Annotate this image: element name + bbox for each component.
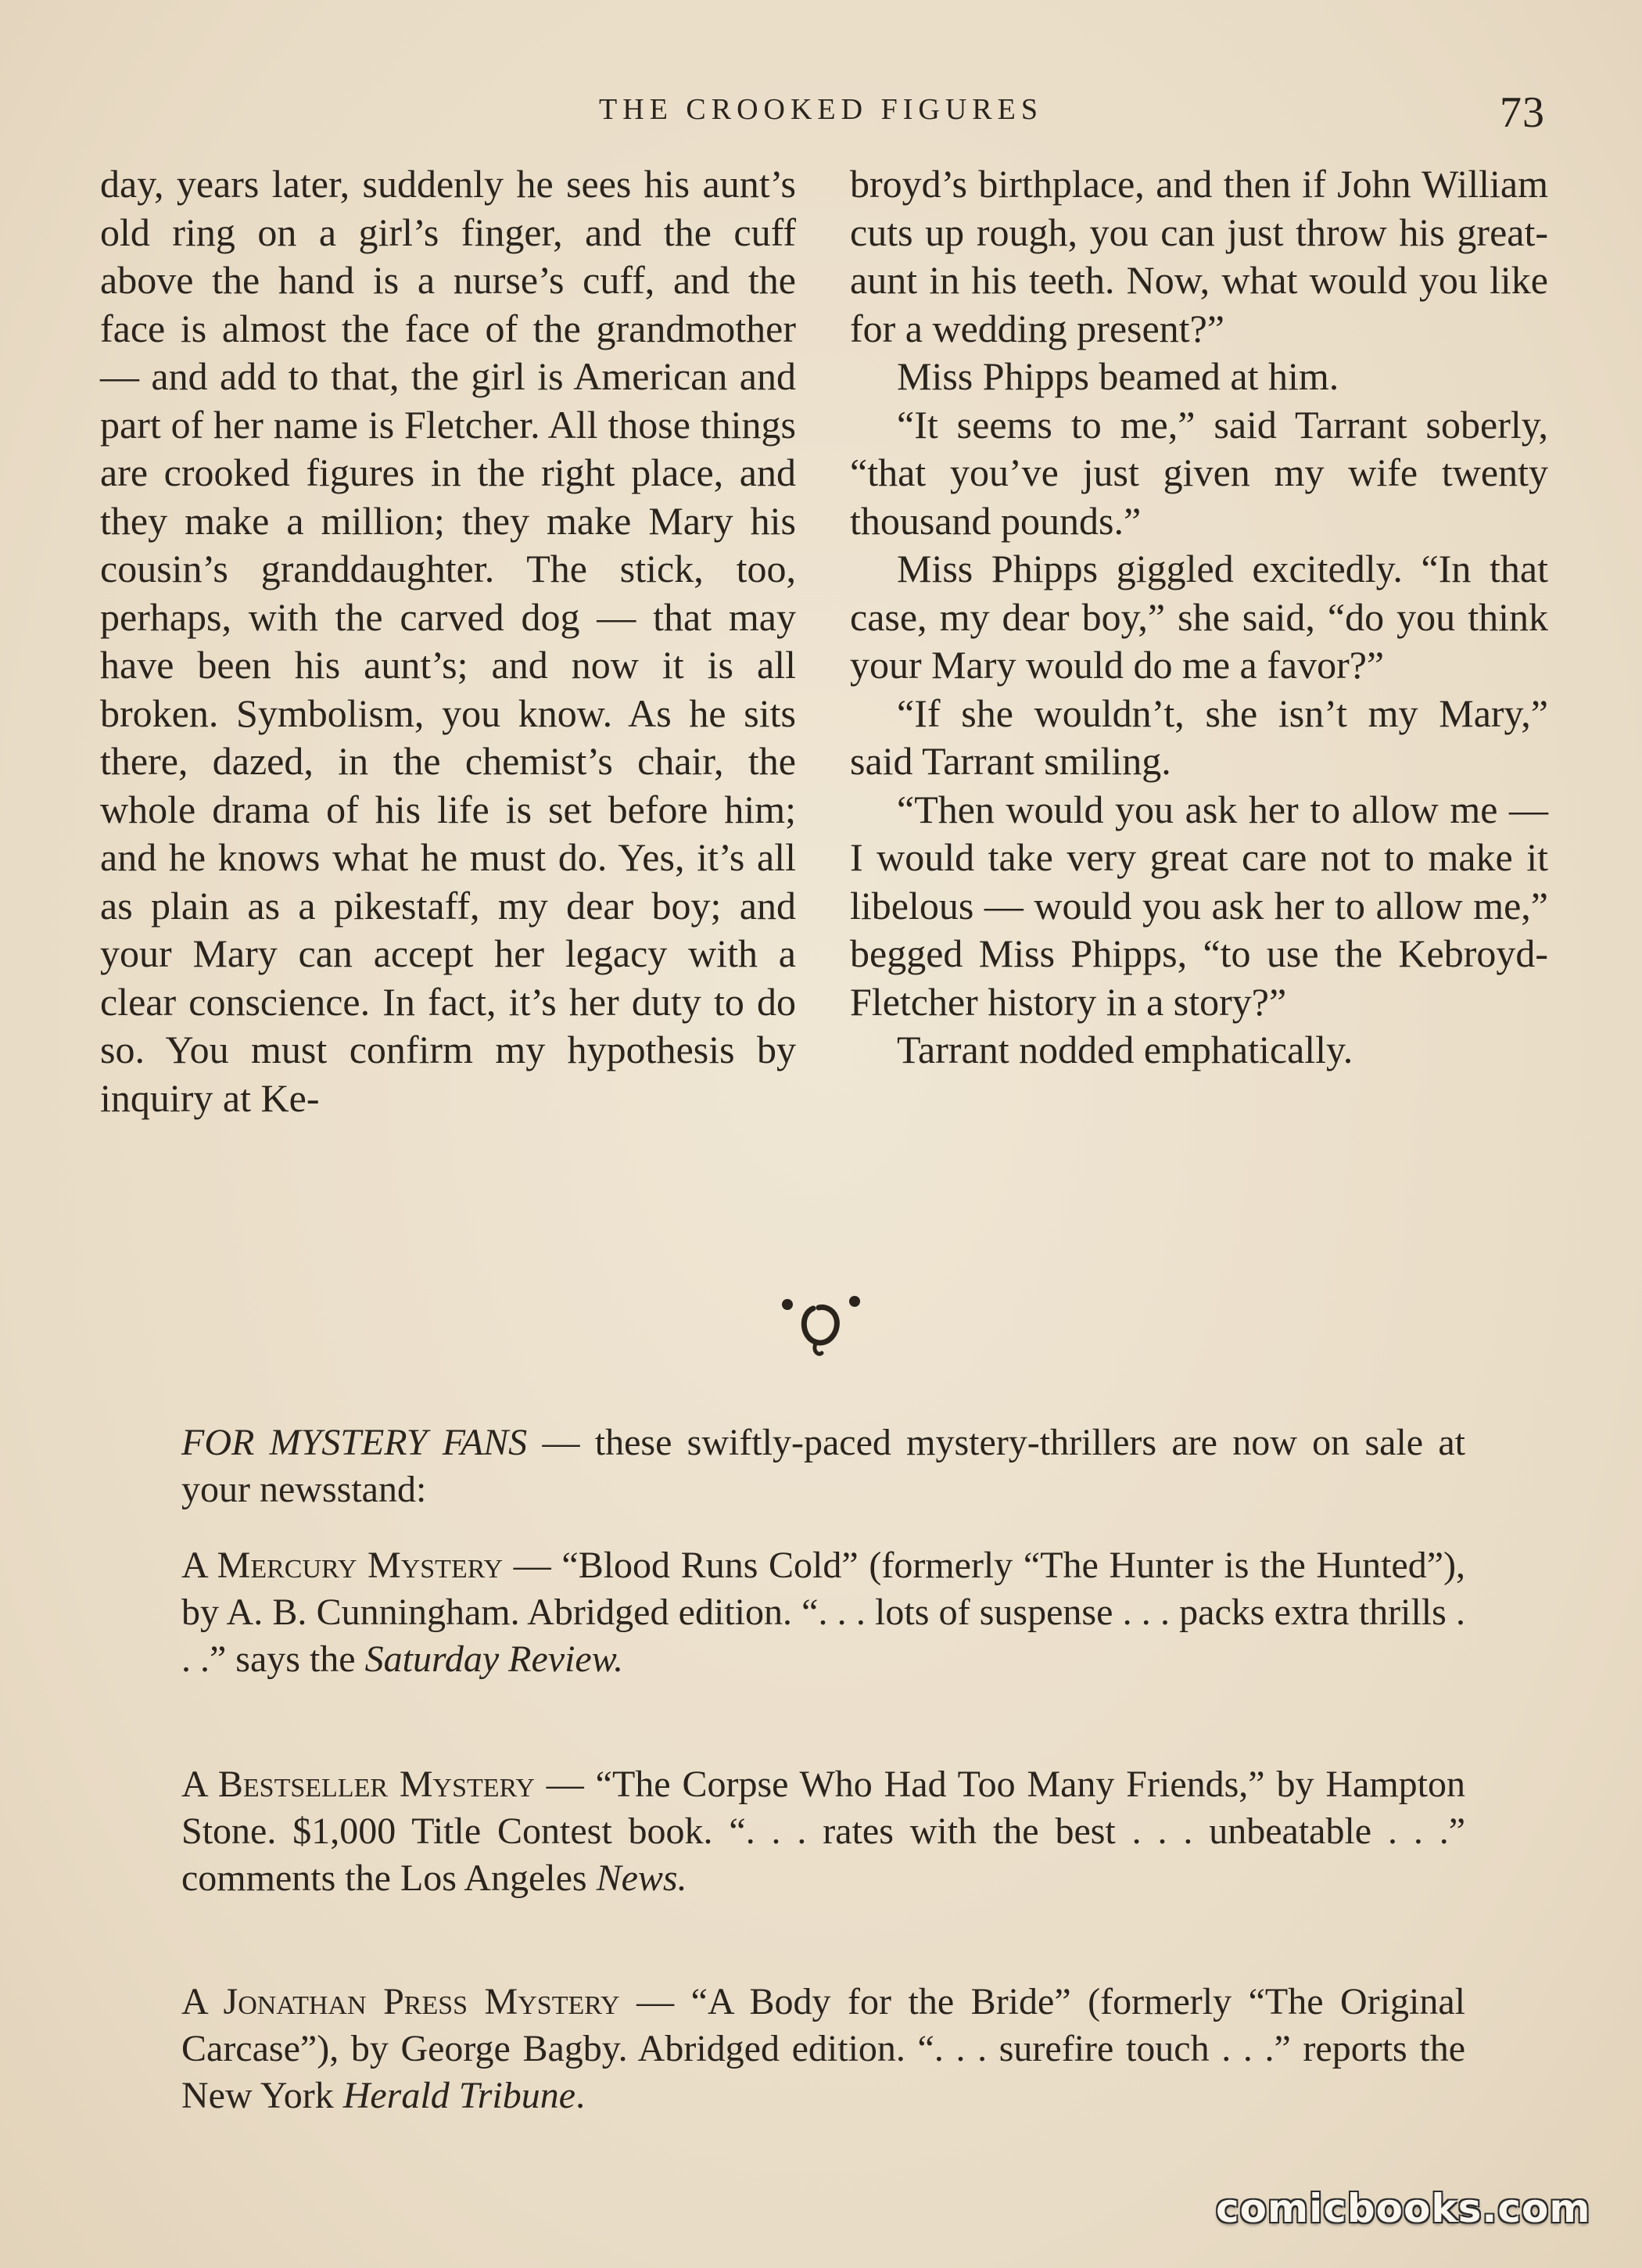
promo-item-jonathan-press bbox=[181, 1979, 1465, 2119]
right-paragraph-1: broyd’s birthplace, and then if John William cuts up rough, you can just throw his great-aunt in his teeth. Now, what would you like for a wedding present?” bbox=[850, 162, 1548, 350]
promo-text: — “A Body for the Bride” (formerly “The Original Carcase”), by George Bagby. Abridged edition. “. . . surefire touch . . .” reports the New York bbox=[181, 1981, 1465, 2116]
running-head: THE CROOKED FIGURES bbox=[599, 93, 1043, 126]
promo-intro-text: — these swiftly-paced mystery-thrillers are now on sale at your newsstand: bbox=[181, 1422, 1465, 1510]
right-column bbox=[850, 160, 1548, 1075]
right-paragraph-6: “Then would you ask her to allow me — I would take very great care not to make it libelous — would you ask her to allow me,” begged Miss Phipps, “to use the Kebroyd-Fletcher history in a story?” bbox=[850, 787, 1548, 1024]
promo-imprint: A Mercury Mystery bbox=[181, 1545, 504, 1586]
promo-intro bbox=[181, 1419, 1465, 1513]
page-number: 73 bbox=[1500, 88, 1545, 137]
right-paragraph-2: Miss Phipps beamed at him. bbox=[897, 354, 1339, 398]
left-paragraph-1: day, years later, suddenly he sees his aunt’s old ring on a girl’s finger, and the cuff above the hand is a nurse’s cuff, and the face is almost the face of the grandmother — and add to that, the girl is American and part of her name is Fletcher. All those things are crooked figures in the right place, and they make a million; they make Mary his cousin’s granddaughter. The stick, too, perhaps, with the carved dog — that may have been his aunt’s; and now it is all broken. Symbolism, you know. As he sits there, dazed, in the chemist’s chair, the whole drama of his life is set before him; and he knows what he must do. Yes, it’s all as plain as a pikestaff, my dear boy; and your Mary can accept her legacy with a clear conscience. In fact, it’s her duty to do so. You must confirm my hypothesis by inquiry at Ke- bbox=[100, 162, 796, 1120]
promo-source: News. bbox=[596, 1857, 687, 1899]
right-paragraph-4: Miss Phipps giggled excitedly. “In that case, my dear boy,” she said, “do you think your Mary would do me a favor?” bbox=[850, 547, 1548, 687]
promo-item-mercury bbox=[181, 1542, 1465, 1683]
promo-text: — “The Corpse Who Had Too Many Friends,” by Hampton Stone. $1,000 Title Contest book. “. . . rates with the best . . . unbeatable . . .” comments the Los Angeles bbox=[181, 1764, 1465, 1899]
right-paragraph-5: “If she wouldn’t, she isn’t my Mary,” said Tarrant smiling. bbox=[850, 691, 1548, 783]
right-paragraph-3: “It seems to me,” said Tarrant soberly, “that you’ve just given my wife twenty thousand pounds.” bbox=[850, 402, 1548, 543]
promo-imprint: A Bestseller Mystery bbox=[181, 1764, 535, 1805]
promo-source: Saturday Review. bbox=[364, 1638, 624, 1680]
promo-item-bestseller bbox=[181, 1761, 1465, 1902]
watermark-logo: comicbooks.com bbox=[1216, 2186, 1591, 2231]
promo-tail: . bbox=[575, 2075, 586, 2116]
promo-intro-lead: FOR MYSTERY FANS bbox=[181, 1422, 528, 1463]
fleuron-icon bbox=[770, 1281, 872, 1367]
left-column bbox=[100, 160, 796, 1122]
promo-source: Herald Tribune bbox=[342, 2075, 576, 2116]
promo-text: — “Blood Runs Cold” (formerly “The Hunter is the Hunted”), by A. B. Cunningham. Abridged edition. “. . . lots of suspense . . . packs extra thrills . . .” says the bbox=[181, 1545, 1466, 1680]
promo-imprint: A Jonathan Press Mystery bbox=[181, 1981, 620, 2022]
right-paragraph-7: Tarrant nodded emphatically. bbox=[897, 1028, 1353, 1071]
